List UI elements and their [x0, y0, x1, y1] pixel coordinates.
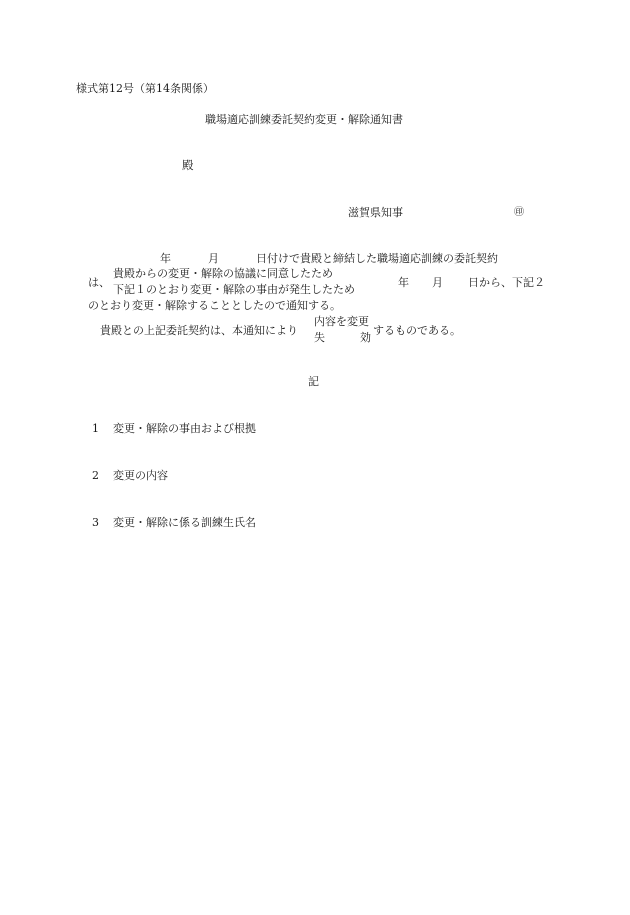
line1-year: 年 [160, 252, 171, 265]
seal-mark: ㊞ [514, 207, 524, 218]
item-2-number: 2 [92, 469, 99, 482]
form-number: 様式第12号（第14条関係） [76, 82, 214, 95]
issuer-name: 滋賀県知事 [348, 206, 403, 219]
item-2-label: 変更の内容 [113, 469, 168, 482]
ki-heading: 記 [308, 375, 319, 388]
document-title: 職場適応訓練委託契約変更・解除通知書 [205, 113, 403, 126]
item-1-label: 変更・解除の事由および根拠 [113, 422, 256, 435]
line2-year: 年 [398, 276, 409, 289]
line1-text: 日付けで貴殿と締結した職場適応訓練の委託契約 [256, 252, 498, 265]
line4-option-upper: 内容を変更 [314, 315, 369, 328]
line4-suffix: するものである。 [373, 324, 461, 337]
line2-suffix: 日から、下記２ [468, 276, 545, 289]
line4-prefix: 貴殿との上記委託契約は、本通知により [100, 324, 298, 337]
item-3-number: 3 [92, 516, 99, 529]
line2-option-lower: 下記１のとおり変更・解除の事由が発生したため [113, 283, 355, 296]
item-3-label: 変更・解除に係る訓練生氏名 [113, 516, 256, 529]
addressee-honorific: 殿 [182, 158, 194, 172]
line3-text: のとおり変更・解除することとしたので通知する。 [88, 299, 341, 312]
line2-month: 月 [432, 276, 443, 289]
line1-month: 月 [208, 252, 219, 265]
line4-option-lower-b: 効 [360, 331, 371, 344]
line2-prefix: は、 [88, 276, 110, 289]
item-1-number: 1 [92, 422, 99, 435]
line2-option-upper: 貴殿からの変更・解除の協議に同意したため [113, 267, 333, 280]
line4-option-lower-a: 失 [314, 331, 325, 344]
